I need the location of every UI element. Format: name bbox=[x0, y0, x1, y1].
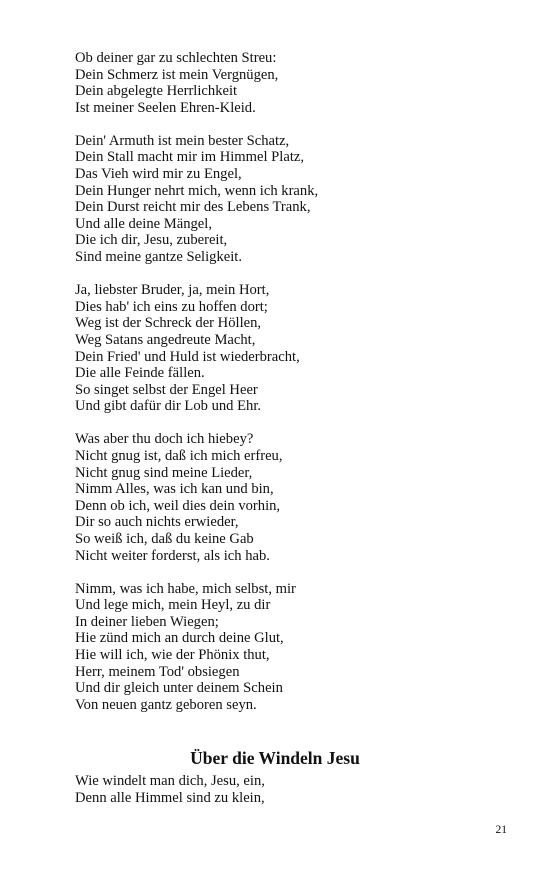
poem-line: Ja, liebster Bruder, ja, mein Hort, bbox=[75, 282, 270, 299]
poem-line: Nimm, was ich habe, mich selbst, mir bbox=[75, 580, 296, 597]
poem-line: Die ich dir, Jesu, zubereit, bbox=[75, 232, 228, 249]
poem-line: Das Vieh wird mir zu Engel, bbox=[75, 166, 242, 183]
poem-line: So weiß ich, daß du keine Gab bbox=[75, 530, 254, 547]
poem-line: Dir so auch nichts erwieder, bbox=[75, 514, 239, 531]
poem-line: Was aber thu doch ich hiebey? bbox=[75, 431, 254, 448]
next-poem-opening bbox=[75, 773, 265, 806]
stanza-4 bbox=[75, 431, 495, 564]
poem-line: In deiner lieben Wiegen; bbox=[75, 613, 219, 630]
poem-line: Nicht weiter forderst, als ich hab. bbox=[75, 547, 270, 564]
poem-line: Wie windelt man dich, Jesu, ein, bbox=[75, 773, 265, 789]
poem-line: Dein Schmerz ist mein Vergnügen, bbox=[75, 66, 279, 83]
poem-line: Nimm Alles, was ich kan und bin, bbox=[75, 481, 274, 498]
poem-line: Dein abgelegte Herrlichkeit bbox=[75, 83, 238, 100]
poem-line: Weg ist der Schreck der Höllen, bbox=[75, 315, 262, 332]
poem-line: Dies hab' ich eins zu hoffen dort; bbox=[75, 298, 268, 315]
poem-line: Sind meine gantze Seligkeit. bbox=[75, 249, 242, 266]
poem-line: Dein Hunger nehrt mich, wenn ich krank, bbox=[75, 182, 319, 199]
poem-line: Nicht gnug sind meine Lieder, bbox=[75, 464, 253, 481]
poem-line: Dein Durst reicht mir des Lebens Trank, bbox=[75, 199, 311, 216]
poem-body bbox=[75, 50, 495, 730]
poem-line: Hie will ich, wie der Phönix thut, bbox=[75, 647, 270, 663]
poem-line: Und dir gleich unter deinem Schein bbox=[75, 680, 283, 697]
poem-title: Über die Windeln Jesu bbox=[190, 748, 360, 768]
poem-line: Und lege mich, mein Heyl, zu dir bbox=[75, 597, 271, 614]
poem-line: Ist meiner Seelen Ehren-Kleid. bbox=[75, 99, 256, 116]
poem-line: Und alle deine Mängel, bbox=[75, 215, 212, 232]
poem-line: So singet selbst der Engel Heer bbox=[75, 381, 258, 398]
poem-line: Weg Satans angedreute Macht, bbox=[75, 331, 256, 348]
poem-line: Hie zünd mich an durch deine Glut, bbox=[75, 630, 284, 647]
poem-line: Dein' Armuth ist mein bester Schatz, bbox=[75, 132, 290, 149]
stanza-1 bbox=[75, 50, 495, 116]
poem-line: Nicht gnug ist, daß ich mich erfreu, bbox=[75, 447, 283, 464]
poem-line: Die alle Feinde fällen. bbox=[75, 365, 205, 382]
poem-line: Denn ob ich, weil dies dein vorhin, bbox=[75, 497, 281, 514]
poem-line: Dein Stall macht mir im Himmel Platz, bbox=[75, 149, 305, 166]
poem-line: Dein Fried' und Huld ist wiederbracht, bbox=[75, 348, 300, 365]
stanza-2 bbox=[75, 133, 495, 266]
poem-line: Von neuen gantz geboren seyn. bbox=[75, 696, 257, 713]
poem-line: Und gibt dafür dir Lob und Ehr. bbox=[75, 398, 262, 415]
stanza-5 bbox=[75, 581, 495, 714]
poem-line: Ob deiner gar zu schlechten Streu: bbox=[75, 50, 277, 66]
poem-line: Denn alle Himmel sind zu klein, bbox=[75, 789, 265, 806]
page-number: 21 bbox=[495, 824, 507, 836]
poem-line: Herr, meinem Tod' obsiegen bbox=[75, 663, 240, 680]
stanza-3 bbox=[75, 282, 495, 415]
